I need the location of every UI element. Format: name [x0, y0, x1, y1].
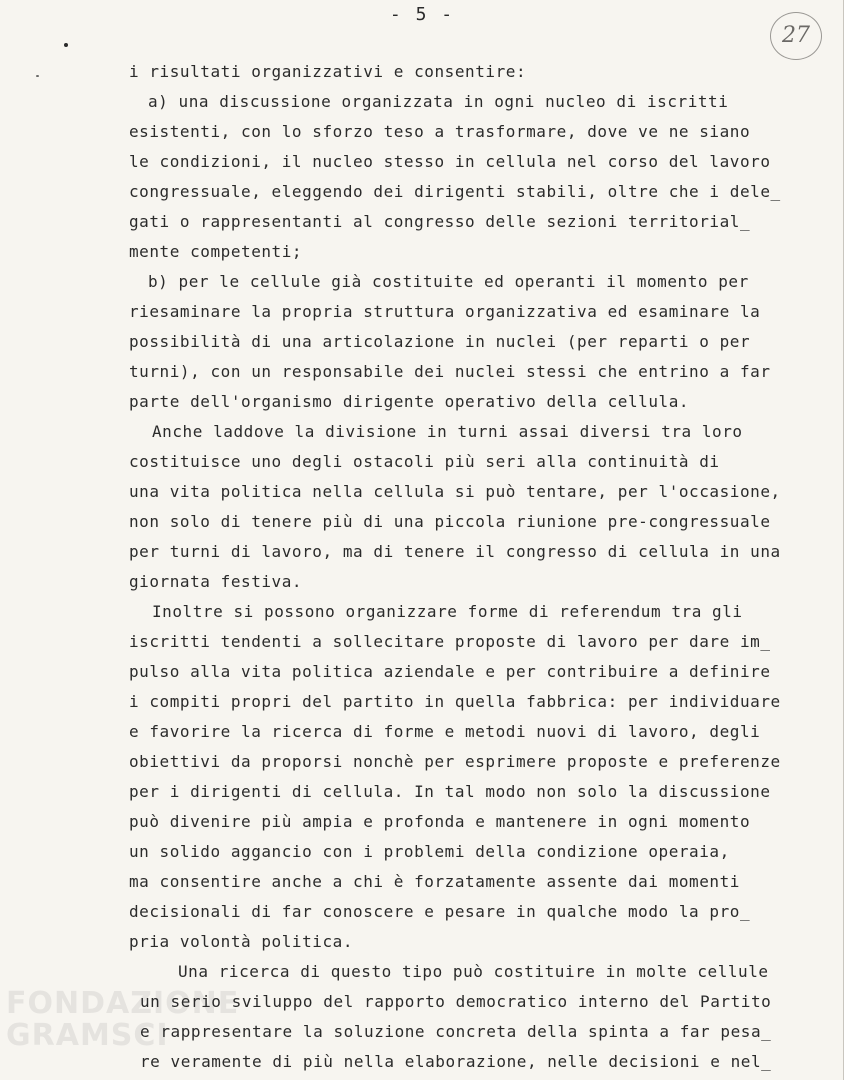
text-line: b) per le cellule già costituite ed operanti il momento per — [148, 272, 749, 291]
text-line: e favorire la ricerca di forme e metodi nuovi di lavoro, degli — [129, 722, 761, 741]
text-line: un serio sviluppo del rapporto democratico interno del Partito — [140, 992, 772, 1011]
text-line: i risultati organizzativi e consentire: — [129, 62, 527, 81]
text-line: non solo di tenere più di una piccola riunione pre-congressuale — [129, 512, 771, 531]
watermark-line: FONDAZIONE — [6, 986, 240, 1021]
page-number: - 5 - — [389, 4, 455, 25]
text-line: può divenire più ampia e profonda e mantenere in ogni momento — [129, 812, 751, 831]
text-line: per i dirigenti di cellula. In tal modo non solo la discussione — [129, 782, 771, 801]
text-line: a) una discussione organizzata in ogni nucleo di iscritti — [148, 92, 729, 111]
text-line: gati o rappresentanti al congresso delle sezioni territorial_ — [129, 212, 751, 231]
watermark-line: GRAMSCI — [6, 1018, 169, 1053]
text-line: re veramente di più nella elaborazione, nelle decisioni e nel_ — [140, 1052, 772, 1071]
ink-mark — [36, 75, 39, 77]
text-line: e rappresentare la soluzione concreta della spinta a far pesa_ — [140, 1022, 772, 1041]
text-line: per turni di lavoro, ma di tenere il congresso di cellula in una — [129, 542, 781, 561]
text-line: giornata festiva. — [129, 572, 303, 591]
text-line: una vita politica nella cellula si può tentare, per l'occasione, — [129, 482, 781, 501]
text-line: un solido aggancio con i problemi della condizione operaia, — [129, 842, 730, 861]
text-line: Anche laddove la divisione in turni assai diversi tra loro — [152, 422, 743, 441]
ink-mark — [64, 43, 68, 47]
text-line: riesaminare la propria struttura organizzativa ed esaminare la — [129, 302, 761, 321]
text-line: Una ricerca di questo tipo può costituire in molte cellule — [178, 962, 769, 981]
text-line: pulso alla vita politica aziendale e per contribuire a definire — [129, 662, 771, 681]
text-line: i compiti propri del partito in quella fabbrica: per individuare — [129, 692, 781, 711]
text-line: mente competenti; — [129, 242, 303, 261]
text-line: ma consentire anche a chi è forzatamente assente dai momenti — [129, 872, 740, 891]
text-line: possibilità di una articolazione in nuclei (per reparti o per — [129, 332, 751, 351]
text-line: pria volontà politica. — [129, 932, 354, 951]
text-line: le condizioni, il nucleo stesso in cellula nel corso del lavoro — [129, 152, 771, 171]
folio-number: 27 — [770, 12, 822, 60]
text-line: obiettivi da proporsi nonchè per esprimere proposte e preferenze — [129, 752, 781, 771]
text-line: Inoltre si possono organizzare forme di referendum tra gli — [152, 602, 743, 621]
text-line: iscritti tendenti a sollecitare proposte di lavoro per dare im_ — [129, 632, 771, 651]
text-line: turni), con un responsabile dei nuclei stessi che entrino a far — [129, 362, 771, 381]
text-line: parte dell'organismo dirigente operativo della cellula. — [129, 392, 690, 411]
text-line: costituisce uno degli ostacoli più seri alla continuità di — [129, 452, 720, 471]
text-line: decisionali di far conoscere e pesare in qualche modo la pro_ — [129, 902, 751, 921]
text-line: congressuale, eleggendo dei dirigenti stabili, oltre che i dele_ — [129, 182, 781, 201]
text-line: esistenti, con lo sforzo teso a trasformare, dove ve ne siano — [129, 122, 751, 141]
